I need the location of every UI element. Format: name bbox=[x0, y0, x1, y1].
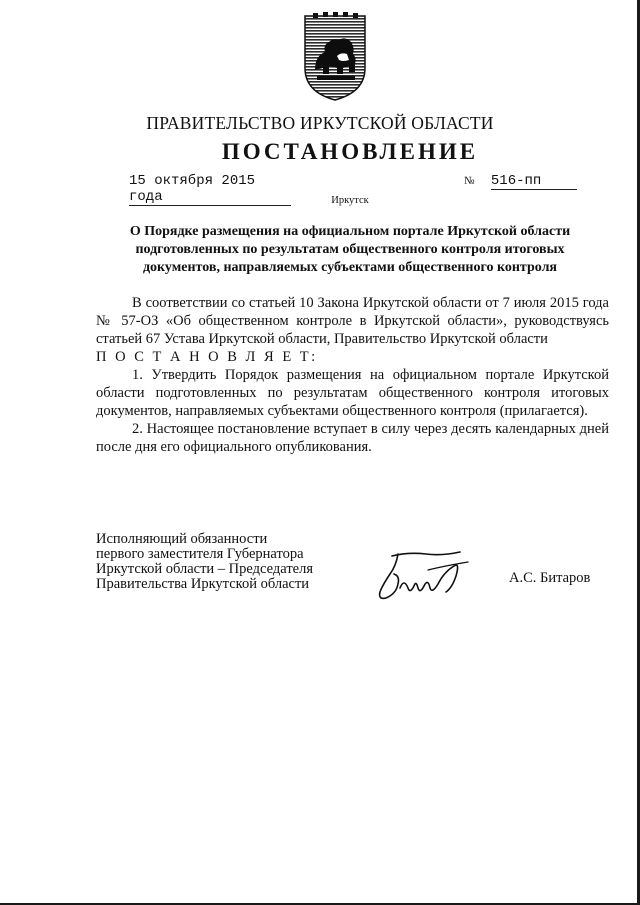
document-number bbox=[464, 173, 577, 190]
signer-position-line: Правительства Иркутской области bbox=[96, 576, 310, 592]
preamble-paragraph: В соответствии со статьей 10 Закона Иркутской области от 7 июля 2015 года № 57-ОЗ «Об общественном контроле в Иркутской области», руководствуясь статьей 67 Устава Иркутской области, Правительство Иркутской области bbox=[96, 295, 609, 347]
document-number-value: 516-пп bbox=[491, 173, 577, 190]
signer-position-line: Исполняющий обязанности bbox=[96, 531, 268, 547]
document-body bbox=[96, 294, 609, 456]
signer-position bbox=[96, 532, 313, 592]
city-name: Иркутск bbox=[331, 195, 369, 206]
resolves-heading: П О С Т А Н О В Л Я Е Т: bbox=[96, 349, 318, 365]
signer-position-line: первого заместителя Губернатора bbox=[96, 546, 304, 562]
document-title: О Порядке размещения на официальном портале Иркутской области подготовленных по результатам общественного контроля итоговых документов, направляемых субъектами общественного контроля bbox=[129, 224, 571, 275]
document-date-value: 15 октября 2015 года bbox=[129, 173, 291, 206]
item-1-paragraph: 1. Утвердить Порядок размещения на официальном портале Иркутской области подготовленных по результатам общественного контроля итоговых документов, направляемых субъектами общественного контроля (прилагается). bbox=[96, 367, 609, 419]
irkutsk-coat-of-arms-icon bbox=[303, 12, 367, 102]
handwritten-signature bbox=[368, 548, 478, 608]
signer-name: А.С. Битаров bbox=[509, 570, 591, 586]
number-sign: № bbox=[464, 175, 475, 187]
government-name: ПРАВИТЕЛЬСТВО ИРКУТСКОЙ ОБЛАСТИ bbox=[146, 113, 494, 133]
document-type-heading: ПОСТАНОВЛЕНИЕ bbox=[221, 139, 479, 164]
item-2-paragraph: 2. Настоящее постановление вступает в силу через десять календарных дней после дня его официального опубликования. bbox=[96, 421, 609, 455]
signer-position-line: Иркутской области – Председателя bbox=[96, 561, 313, 577]
